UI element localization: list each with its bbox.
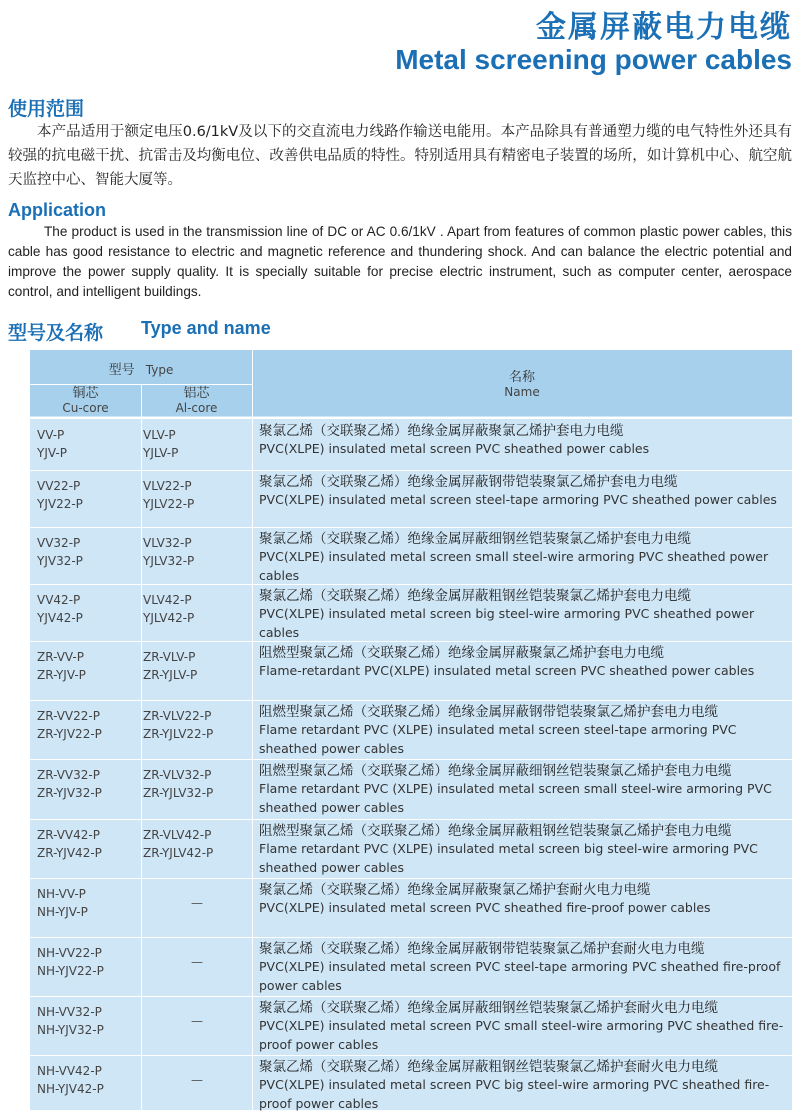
cu-core-cell <box>37 826 102 862</box>
al-core-model: — <box>191 955 203 969</box>
cu-core-model: VV42-P <box>37 593 81 607</box>
cu-core-header-en: Cu-core <box>62 401 109 415</box>
name-cn: 阻燃型聚氯乙烯（交联聚乙烯）绝缘金属屏蔽钢带铠装聚氯乙烯护套电力电缆 <box>259 704 718 720</box>
name-header <box>252 370 792 400</box>
header-bottom-divider <box>30 417 792 419</box>
application-paragraph: The product is used in the transmission line of DC or AC 0.6/1kV . Apart from features of common plastic power cables, this cable has good resistance to electric and magnetic reference and thundering shock. And can balance the electric potential and improve the power supply quality. It is specially suitable for precise electric instrument, such as computer center, aerospace control, and intelligent buildings. <box>8 224 792 299</box>
table-header <box>30 350 792 416</box>
name-cn: 聚氯乙烯（交联聚乙烯）绝缘金属屏蔽钢带铠装聚氯乙烯护套电力电缆 <box>259 474 678 490</box>
cu-core-cell <box>37 1062 104 1098</box>
name-cell <box>259 822 789 877</box>
cu-core-model: NH-VV-P <box>37 887 86 901</box>
cu-core-model: ZR-YJV32-P <box>37 786 102 800</box>
table-row <box>30 585 792 641</box>
table-row <box>30 820 792 878</box>
cu-core-cell <box>37 944 104 980</box>
name-cn: 聚氯乙烯（交联聚乙烯）绝缘金属屏蔽细钢丝铠装聚氯乙烯护套耐火电力电缆 <box>259 1000 718 1016</box>
table-row <box>30 1056 792 1113</box>
al-core-cell <box>143 591 194 627</box>
al-core-cell <box>143 766 213 802</box>
cu-core-cell <box>37 426 67 462</box>
cu-core-cell <box>37 707 102 743</box>
name-cn: 聚氯乙烯（交联聚乙烯）绝缘金属屏蔽钢带铠装聚氯乙烯护套耐火电力电缆 <box>259 941 705 957</box>
al-core-cell <box>143 707 213 743</box>
name-en: PVC(XLPE) insulated metal screen big steel-wire armoring PVC sheathed power cables <box>259 606 755 640</box>
al-core-cell <box>143 534 194 570</box>
table-row <box>30 938 792 996</box>
name-en: PVC(XLPE) insulated metal screen PVC steel-tape armoring PVC sheathed fire-proof power cables <box>259 959 781 993</box>
cu-core-model: NH-YJV22-P <box>37 964 104 978</box>
cu-core-model: ZR-VV42-P <box>37 828 100 842</box>
cu-core-model: NH-YJV42-P <box>37 1082 104 1096</box>
al-core-model: ZR-YJLV32-P <box>143 786 214 800</box>
al-core-model: YJLV-P <box>143 446 179 460</box>
cu-core-model: YJV-P <box>37 446 67 460</box>
cu-core-model: YJV22-P <box>37 497 83 511</box>
al-core-model: — <box>191 1073 203 1087</box>
name-header-cn: 名称 <box>508 370 535 385</box>
cu-core-cell <box>37 1003 104 1039</box>
name-en: PVC(XLPE) insulated metal screen PVC small steel-wire armoring PVC sheathed fire-proof power cables <box>259 1018 784 1052</box>
application-heading: Application <box>8 200 106 220</box>
cu-core-header <box>30 386 141 416</box>
al-core-cell <box>143 1012 251 1030</box>
page-title-cn: 金属屏蔽电力电缆 <box>536 10 792 45</box>
page-title-en: Metal screening power cables <box>395 44 792 75</box>
name-cell <box>259 881 789 918</box>
cu-core-model: NH-YJV32-P <box>37 1023 104 1037</box>
name-cell <box>259 703 789 758</box>
al-core-cell <box>143 1071 251 1089</box>
name-en: Flame retardant PVC (XLPE) insulated metal screen steel-tape armoring PVC sheathed power cables <box>259 722 737 756</box>
name-en: PVC(XLPE) insulated metal screen PVC big steel-wire armoring PVC sheathed fire-proof power cables <box>259 1077 770 1111</box>
name-header-en: Name <box>504 385 540 399</box>
al-core-model: ZR-YJLV42-P <box>143 846 214 860</box>
table-row <box>30 528 792 584</box>
name-cell <box>259 1058 789 1113</box>
al-core-model: — <box>191 896 203 910</box>
al-core-cell <box>143 477 194 513</box>
cu-core-model: NH-VV32-P <box>37 1005 102 1019</box>
name-en: PVC(XLPE) insulated metal screen PVC sheathed fire-proof power cables <box>259 900 711 916</box>
name-en: Flame-retardant PVC(XLPE) insulated metal screen PVC sheathed power cables <box>259 663 755 679</box>
name-cell <box>259 422 789 459</box>
al-core-model: VLV-P <box>143 428 176 442</box>
table-row <box>30 420 792 470</box>
type-header <box>30 359 252 378</box>
al-core-model: ZR-VLV42-P <box>143 828 212 842</box>
scope-heading: 使用范围 <box>8 98 85 120</box>
table-row <box>30 760 792 819</box>
cu-core-model: VV22-P <box>37 479 81 493</box>
al-core-cell <box>143 426 178 462</box>
name-cn: 聚氯乙烯（交联聚乙烯）绝缘金属屏蔽粗钢丝铠装聚氯乙烯护套电力电缆 <box>259 588 691 604</box>
name-cn: 聚氯乙烯（交联聚乙烯）绝缘金属屏蔽聚氯乙烯护套耐火电力电缆 <box>259 882 651 898</box>
cu-core-model: YJV42-P <box>37 611 83 625</box>
al-core-header-en: Al-core <box>175 401 218 415</box>
cu-core-model: ZR-VV-P <box>37 650 84 664</box>
al-core-cell <box>143 953 251 971</box>
cu-core-model: ZR-YJV-P <box>37 668 86 682</box>
al-core-model: YJLV22-P <box>143 497 195 511</box>
type-header-en: Type <box>145 363 174 377</box>
type-name-heading-cn: 型号及名称 <box>8 322 104 344</box>
name-cell <box>259 644 789 681</box>
al-core-cell <box>143 648 197 684</box>
al-core-model: ZR-VLV32-P <box>143 768 212 782</box>
name-cell <box>259 587 789 642</box>
cu-core-cell <box>37 648 86 684</box>
al-core-model: VLV32-P <box>143 536 192 550</box>
column-divider-cu-al <box>141 384 142 1110</box>
table-row <box>30 997 792 1055</box>
cu-core-model: ZR-VV22-P <box>37 709 100 723</box>
type-name-table <box>30 350 792 1110</box>
al-core-model: ZR-YJLV22-P <box>143 727 214 741</box>
name-en: Flame retardant PVC (XLPE) insulated metal screen big steel-wire armoring PVC sheathed power cables <box>259 841 758 875</box>
column-divider-type-name <box>252 350 253 1110</box>
table-row <box>30 642 792 700</box>
cu-core-cell <box>37 591 83 627</box>
al-core-model: ZR-VLV-P <box>143 650 196 664</box>
name-cell <box>259 762 789 817</box>
type-name-heading-en: Type and name <box>141 318 271 338</box>
name-en: PVC(XLPE) insulated metal screen steel-tape armoring PVC sheathed power cables <box>259 492 777 508</box>
name-cell <box>259 473 789 510</box>
al-core-model: ZR-YJLV-P <box>143 668 198 682</box>
type-header-cn: 型号 <box>108 363 135 378</box>
name-cn: 阻燃型聚氯乙烯（交联聚乙烯）绝缘金属屏蔽细钢丝铠装聚氯乙烯护套电力电缆 <box>259 763 732 779</box>
al-core-header <box>141 386 252 416</box>
name-cn: 聚氯乙烯（交联聚乙烯）绝缘金属屏蔽粗钢丝铠装聚氯乙烯护套耐火电力电缆 <box>259 1059 718 1075</box>
al-core-model: ZR-VLV22-P <box>143 709 212 723</box>
cu-core-model: YJV32-P <box>37 554 83 568</box>
name-cell <box>259 940 789 995</box>
table-row <box>30 879 792 937</box>
cu-core-model: NH-YJV-P <box>37 905 88 919</box>
al-core-cell <box>143 894 251 912</box>
al-core-cell <box>143 826 213 862</box>
cu-core-cell <box>37 766 102 802</box>
table-row <box>30 471 792 527</box>
al-core-model: YJLV32-P <box>143 554 195 568</box>
cu-core-model: NH-VV22-P <box>37 946 102 960</box>
al-core-header-cn: 铝芯 <box>183 386 210 401</box>
name-cell <box>259 999 789 1054</box>
cu-core-model: ZR-YJV42-P <box>37 846 102 860</box>
cu-core-cell <box>37 477 83 513</box>
name-en: Flame retardant PVC (XLPE) insulated metal screen small steel-wire armoring PVC sheathed power cables <box>259 781 772 815</box>
name-cell <box>259 530 789 585</box>
name-cn: 阻燃型聚氯乙烯（交联聚乙烯）绝缘金属屏蔽聚氯乙烯护套电力电缆 <box>259 645 664 661</box>
name-en: PVC(XLPE) insulated metal screen PVC sheathed power cables <box>259 441 650 457</box>
cu-core-model: ZR-VV32-P <box>37 768 100 782</box>
table-row <box>30 701 792 759</box>
name-cn: 聚氯乙烯（交联聚乙烯）绝缘金属屏蔽细钢丝铠装聚氯乙烯护套电力电缆 <box>259 531 691 547</box>
al-core-model: — <box>191 1014 203 1028</box>
al-core-model: VLV22-P <box>143 479 192 493</box>
cu-core-model: NH-VV42-P <box>37 1064 102 1078</box>
cu-core-cell <box>37 885 88 921</box>
cu-core-cell <box>37 534 83 570</box>
cu-core-header-cn: 铜芯 <box>72 386 99 401</box>
scope-paragraph: 本产品适用于额定电压0.6/1kV及以下的交直流电力线路作输送电能用。本产品除具有普通塑力缆的电气特性外还具有较强的抗电磁干扰、抗雷击及均衡电位、改善供电品质的特性。特别适用具有精密电子装置的场所，如计算机中心、航空航天监控中心、智能大厦等。 <box>8 124 792 188</box>
cu-core-model: VV-P <box>37 428 65 442</box>
name-cn: 聚氯乙烯（交联聚乙烯）绝缘金属屏蔽聚氯乙烯护套电力电缆 <box>259 423 624 439</box>
name-en: PVC(XLPE) insulated metal screen small steel-wire armoring PVC sheathed power cables <box>259 549 769 583</box>
al-core-model: VLV42-P <box>143 593 192 607</box>
al-core-model: YJLV42-P <box>143 611 195 625</box>
cu-core-model: VV32-P <box>37 536 81 550</box>
name-cn: 阻燃型聚氯乙烯（交联聚乙烯）绝缘金属屏蔽粗钢丝铠装聚氯乙烯护套电力电缆 <box>259 823 732 839</box>
cu-core-model: ZR-YJV22-P <box>37 727 102 741</box>
